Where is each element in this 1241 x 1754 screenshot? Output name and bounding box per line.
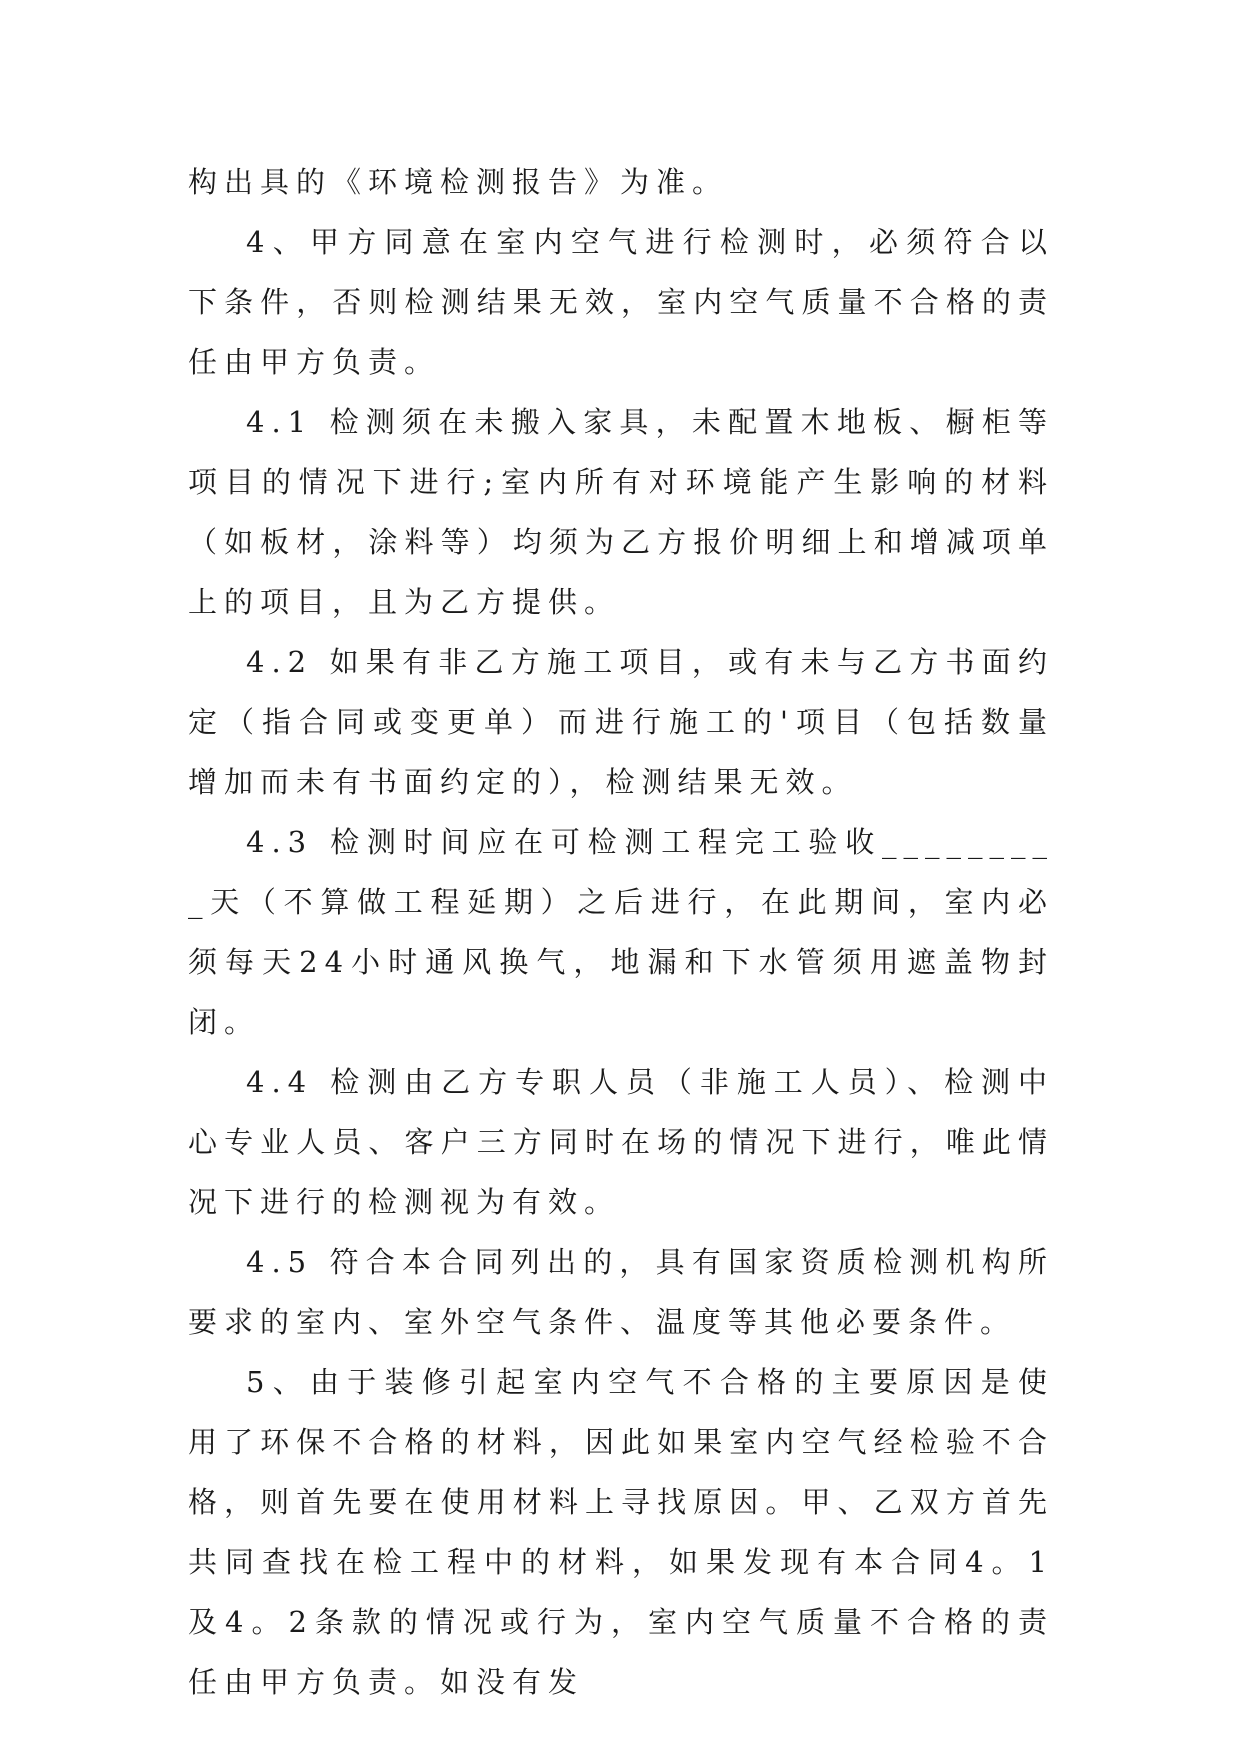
paragraph-2: 4、甲方同意在室内空气进行检测时，必须符合以下条件，否则检测结果无效，室内空气质量不合格的责任由甲方负责。 (188, 225, 1054, 379)
paragraph-7: 4.5 符合本合同列出的，具有国家资质检测机构所要求的室内、室外空气条件、温度等其他必要条件。 (188, 1245, 1054, 1339)
paragraph-8: 5、由于装修引起室内空气不合格的主要原因是使用了环保不合格的材料，因此如果室内空气经检验不合格，则首先要在使用材料上寻找原因。甲、乙双方首先共同查找在检工程中的材料，如果发现有本合同4。1及4。2条款的情况或行为，室内空气质量不合格的责任由甲方负责。如没有发 (188, 1365, 1054, 1699)
paragraph-4: 4.2 如果有非乙方施工项目，或有未与乙方书面约定（指合同或变更单）而进行施工的'项目（包括数量增加而未有书面约定的），检测结果无效。 (188, 645, 1054, 799)
paragraph-6: 4.4 检测由乙方专职人员（非施工人员）、检测中心专业人员、客户三方同时在场的情况下进行，唯此情况下进行的检测视为有效。 (188, 1065, 1054, 1219)
paragraph-1: 构出具的《环境检测报告》为准。 (188, 165, 729, 199)
document-body (188, 152, 1054, 1712)
paragraph-5: 4.3 检测时间应在可检测工程完工验收_________天（不算做工程延期）之后进行，在此期间，室内必须每天24小时通风换气，地漏和下水管须用遮盖物封闭。 (188, 825, 1054, 1039)
paragraph-3: 4.1 检测须在未搬入家具，未配置木地板、橱柜等项目的情况下进行;室内所有对环境能产生影响的材料（如板材，涂料等）均须为乙方报价明细上和增减项单上的项目，且为乙方提供。 (188, 405, 1054, 619)
